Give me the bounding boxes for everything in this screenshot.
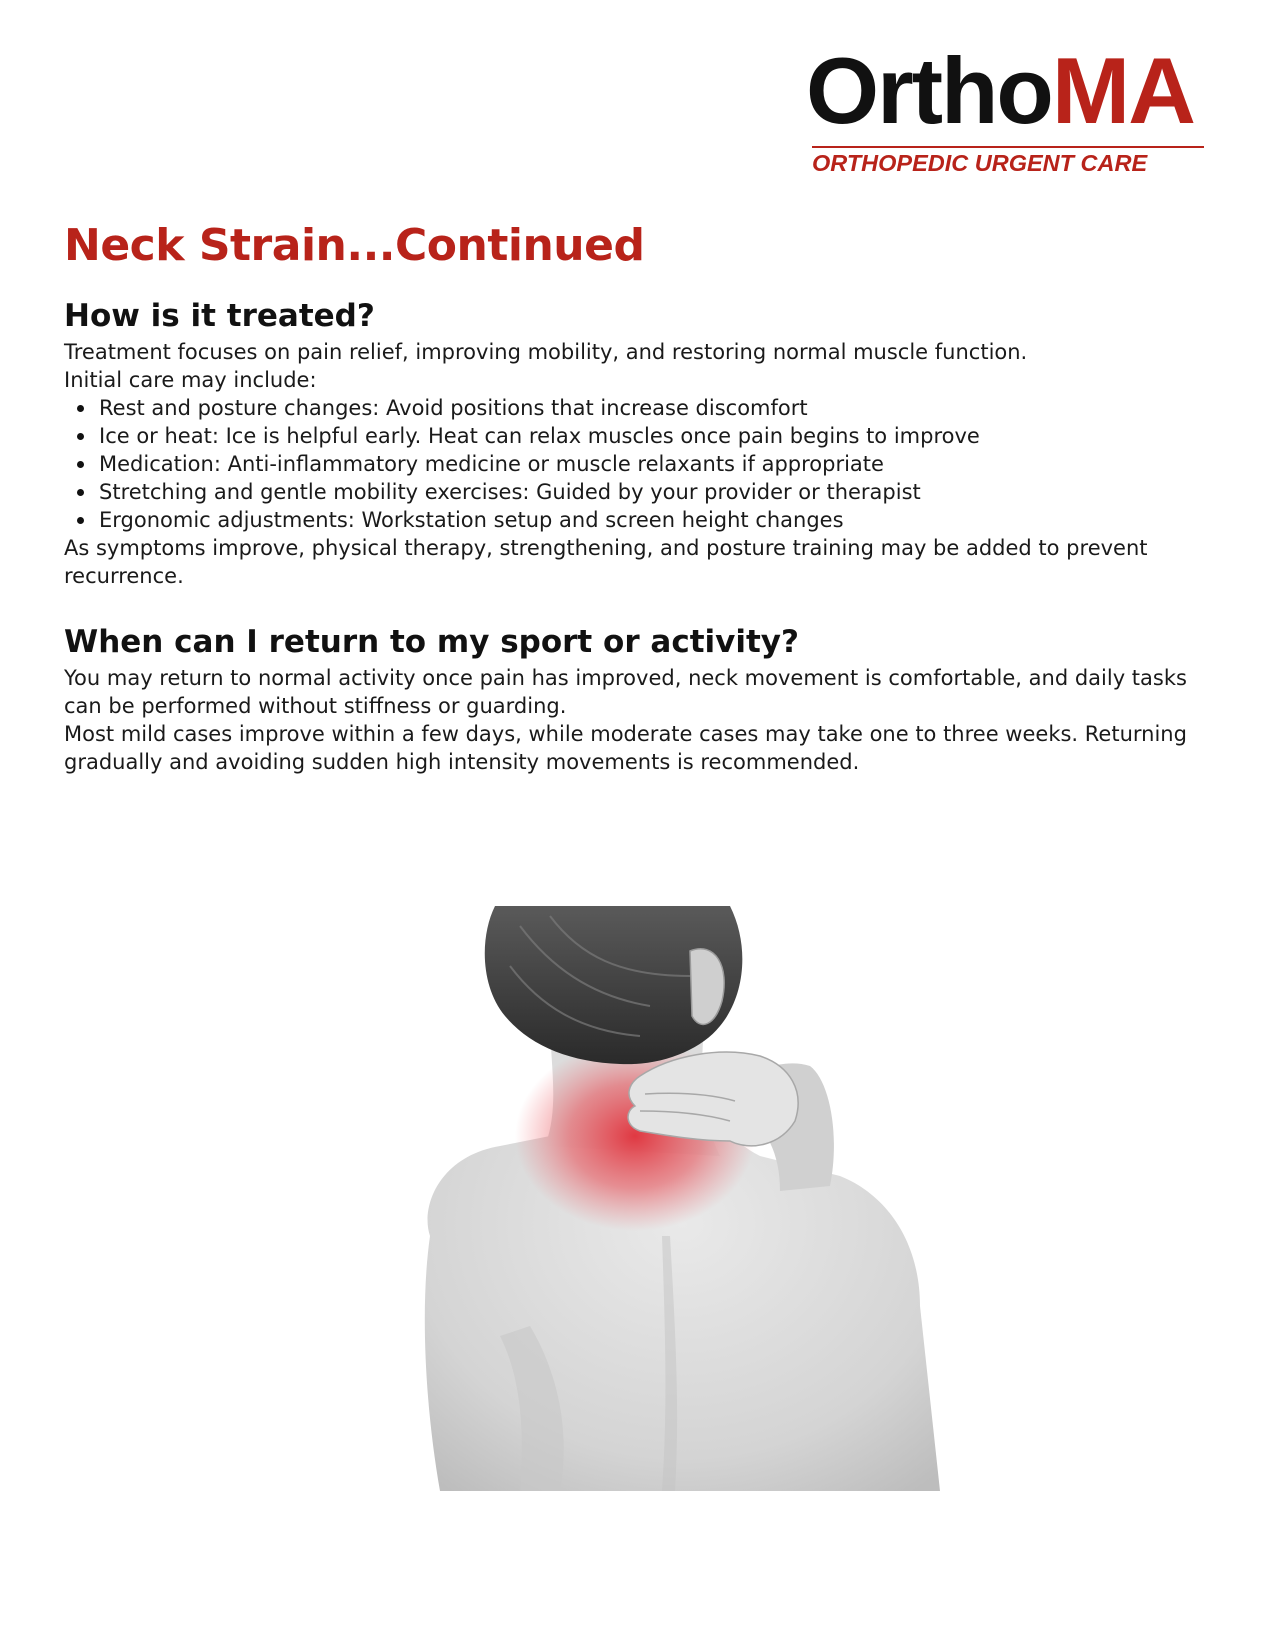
list-item: Ergonomic adjustments: Workstation setup and screen height changes xyxy=(64,506,980,534)
list-item: Rest and posture changes: Avoid positions that increase discomfort xyxy=(64,394,980,422)
neck-pain-photo xyxy=(400,906,960,1491)
logo-primary: Ortho xyxy=(806,38,1052,143)
treatment-intro: Treatment focuses on pain relief, improving mobility, and restoring normal muscle function. xyxy=(64,340,1028,364)
page-title: Neck Strain...Continued xyxy=(64,220,645,271)
orthoma-logo xyxy=(806,38,1206,176)
logo-rule xyxy=(812,146,1204,148)
list-item: Stretching and gentle mobility exercises: Guided by your provider or therapist xyxy=(64,478,980,506)
logo-wordmark xyxy=(806,36,1194,146)
section-heading-return: When can I return to my sport or activity? xyxy=(64,624,799,660)
logo-tagline: ORTHOPEDIC URGENT CARE xyxy=(812,150,1148,176)
treatment-closing: As symptoms improve, physical therapy, strengthening, and posture training may be added to prevent recurrence. xyxy=(64,536,1148,588)
return-paragraph-2: Most mild cases improve within a few days, while moderate cases may take one to three weeks. Returning gradually and avoiding sudden high intensity movements is recommended. xyxy=(64,722,1187,774)
treatment-intro-2: Initial care may include: xyxy=(64,368,317,392)
treatment-list xyxy=(64,394,980,534)
logo-accent: MA xyxy=(1051,38,1195,143)
return-paragraph-1: You may return to normal activity once pain has improved, neck movement is comfortable, and daily tasks can be performed without stiffness or guarding. xyxy=(64,666,1187,718)
list-item: Medication: Anti-inflammatory medicine or muscle relaxants if appropriate xyxy=(64,450,980,478)
list-item: Ice or heat: Ice is helpful early. Heat can relax muscles once pain begins to improve xyxy=(64,422,980,450)
section-heading-treatment: How is it treated? xyxy=(64,298,375,334)
